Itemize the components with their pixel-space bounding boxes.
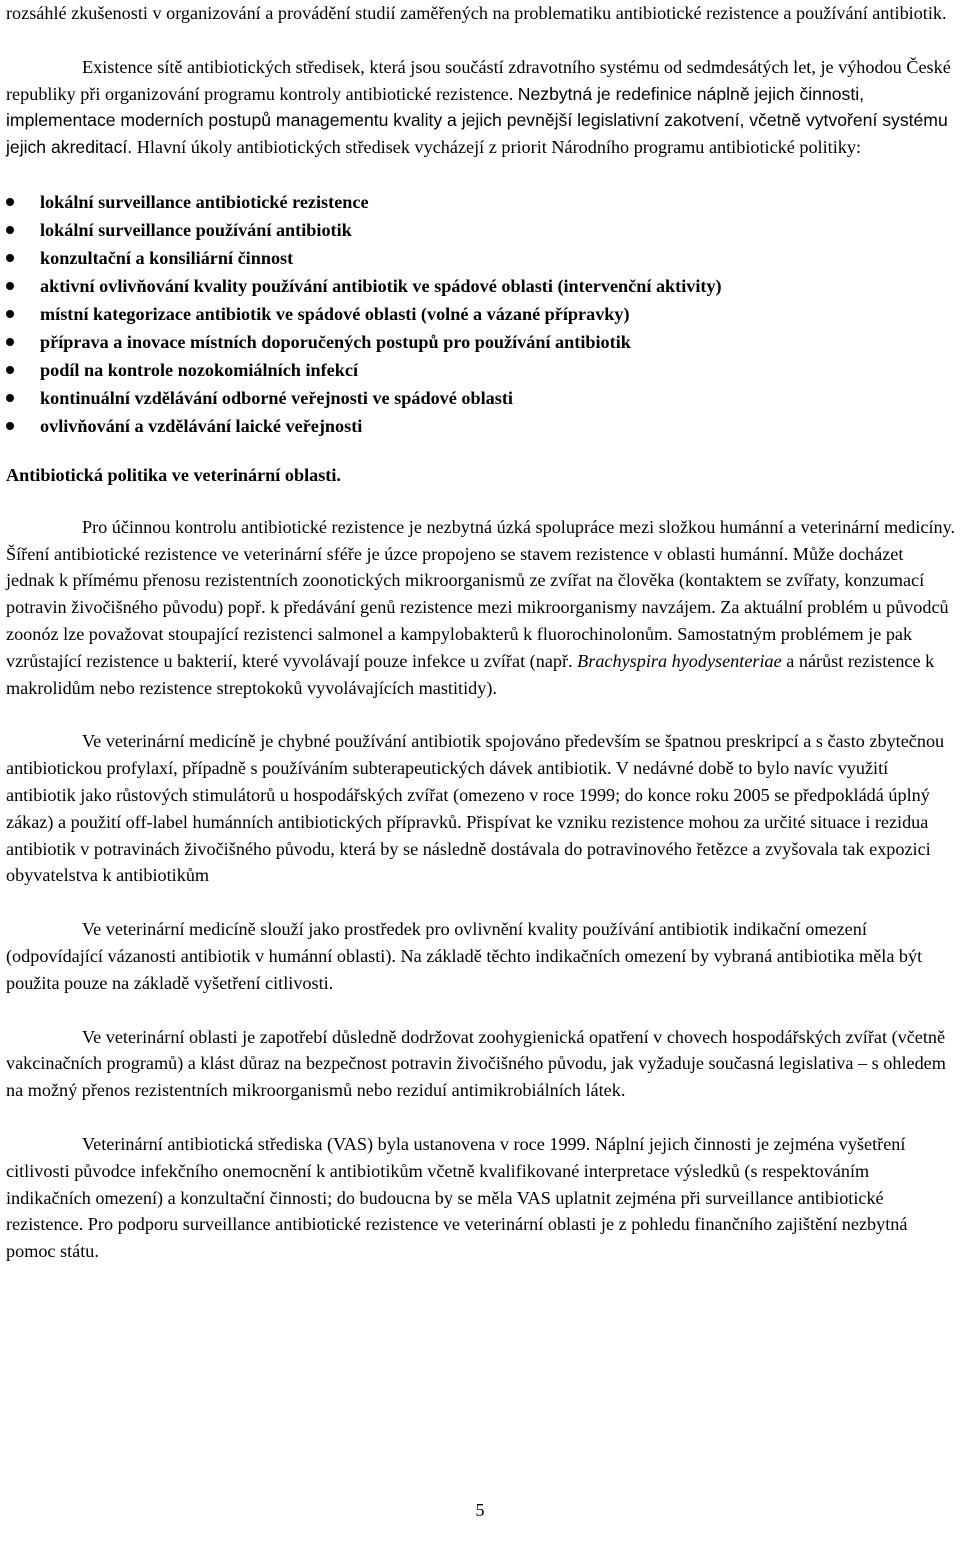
species-name: Brachyspira hyodysenteriae xyxy=(577,650,782,671)
list-item: lokální surveillance používání antibiotik xyxy=(6,216,956,244)
section-heading-vet: Antibiotická politika ve veterinární oblasti. xyxy=(6,464,341,485)
bullet-icon xyxy=(6,282,14,290)
bullet-icon xyxy=(6,226,14,234)
page-number: 5 xyxy=(475,1500,485,1520)
bullet-icon xyxy=(6,310,14,318)
indication-paragraph: Ve veterinární medicíně slouží jako prostředek pro ovlivnění kvality používání antibiotik indikační omezení (odpovídající vázanosti antibiotik v humánní oblasti). Na základě těchto indikačních omezení by vybraná antibiotika měla být použita pouze na základě vyšetření citlivosti. xyxy=(6,919,923,993)
hygiene-paragraph: Ve veterinární oblasti je zapotřebí důsledně dodržovat zoohygienická opatření v chovech hospodářských zvířat (včetně vakcinačních programů) a klást důraz na bezpečnost potravin živočišného původu, jak vyžaduje současná legislativa – s ohledem na možný přenos rezistentních mikroorganismů nebo reziduí antimikrobiálních látek. xyxy=(6,1026,946,1101)
list-item: kontinuální vzdělávání odborné veřejnosti ve spádové oblasti xyxy=(6,384,956,412)
bullet-icon xyxy=(6,338,14,346)
intro-fragment: rozsáhlé zkušenosti v organizování a provádění studií zaměřených na problematiku antibiotické rezistence a používání antibiotik. xyxy=(6,3,947,23)
network-sentence-1: Existence sítě antibiotických středisek, která jsou součástí zdravotního systému od sedmdesátých let, je výhodou České republiky při organizování programu kontroly antibiotické rezistence. xyxy=(6,56,951,104)
list-item: podíl na kontrole nozokomiálních infekcí xyxy=(6,356,956,384)
list-item: místní kategorizace antibiotik ve spádové oblasti (volné a vázané přípravky) xyxy=(6,300,956,328)
list-item: konzultační a konsiliární činnost xyxy=(6,244,956,272)
list-item: lokální surveillance antibiotické rezistence xyxy=(6,188,956,216)
bullet-icon xyxy=(6,422,14,430)
task-list xyxy=(6,188,956,440)
network-paragraph xyxy=(6,54,956,161)
bullet-icon xyxy=(6,366,14,374)
list-item: příprava a inovace místních doporučených postupů pro používání antibiotik xyxy=(6,328,956,356)
list-item: aktivní ovlivňování kvality používání antibiotik ve spádové oblasti (intervenční aktivity) xyxy=(6,272,956,300)
misuse-paragraph: Ve veterinární medicíně je chybné používání antibiotik spojováno především se špatnou preskripcí a s často zbytečnou antibiotickou profylaxí, případně s používáním subterapeutických dávek antibiotik. V nedávné době to bylo navíc využití antibiotik jako růstových stimulátorů u hospodářských zvířat (omezeno v roce 1999; do konce roku 2005 se předpokládá úplný zákaz) a použití off-label humánních antibiotických přípravků. Přispívat ke vzniku rezistence mohou za určité situace i rezidua antibiotik v potravinách živočišného původu, která by se následně dostávala do potravinového řetězce a zvyšovala tak expozici obyvatelstva k antibiotikům xyxy=(6,731,945,886)
vas-paragraph: Veterinární antibiotická střediska (VAS) byla ustanovena v roce 1999. Náplní jejich činnosti je zejména vyšetření citlivosti původce infekčního onemocnění k antibiotikům včetně kvalifikované interpretace výsledků (s respektováním indikačních omezení) a konzultační činnosti; do budoucna by se měla VAS uplatnit zejména při surveillance antibiotické rezistence. Pro podporu surveillance antibiotické rezistence ve veterinární oblasti je z pohledu finančního zajištění nezbytná pomoc státu. xyxy=(6,1133,908,1262)
document-page xyxy=(6,0,956,1265)
list-item: ovlivňování a vzdělávání laické veřejnosti xyxy=(6,412,956,440)
network-sentence-2: Nezbytná je redefinice náplně jejich činnosti, implementace moderních postupů managementu kvality a jejich pevnější legislativní zakotvení, včetně vytvoření systému jejich akreditací. xyxy=(6,83,948,158)
cooperation-paragraph: Pro účinnou kontrolu antibiotické rezistence je nezbytná úzká spolupráce mezi složkou humánní a veterinární medicíny. Šíření antibiotické rezistence ve veterinární sféře je úzce propojeno se stavem rezistence v oblasti humánní. Může docházet jednak k přímému přenosu rezistentních zoonotických mikroorganismů ze zvířat na člověka (kontaktem se zvířaty, konzumací potravin živočišného původu) popř. k předávání genů rezistence mezi mikroorganismy navzájem. Za aktuální problém u původců zoonóz lze považovat stoupající rezistenci salmonel a kampylobakterů k fluorochinolonům. Samostatným problémem je pak vzrůstající rezistence u bakterií, které vyvolávají pouze infekce u zvířat (např. Brachyspira hyodysenteriae a nárůst rezistence k makrolidům nebo rezistence streptokoků vyvolávajících mastitidy). xyxy=(6,516,956,698)
bullet-icon xyxy=(6,254,14,262)
bullet-icon xyxy=(6,198,14,206)
bullet-icon xyxy=(6,394,14,402)
network-sentence-3: Hlavní úkoly antibiotických středisek vycházejí z priorit Národního programu antibiotické politiky: xyxy=(136,137,861,158)
